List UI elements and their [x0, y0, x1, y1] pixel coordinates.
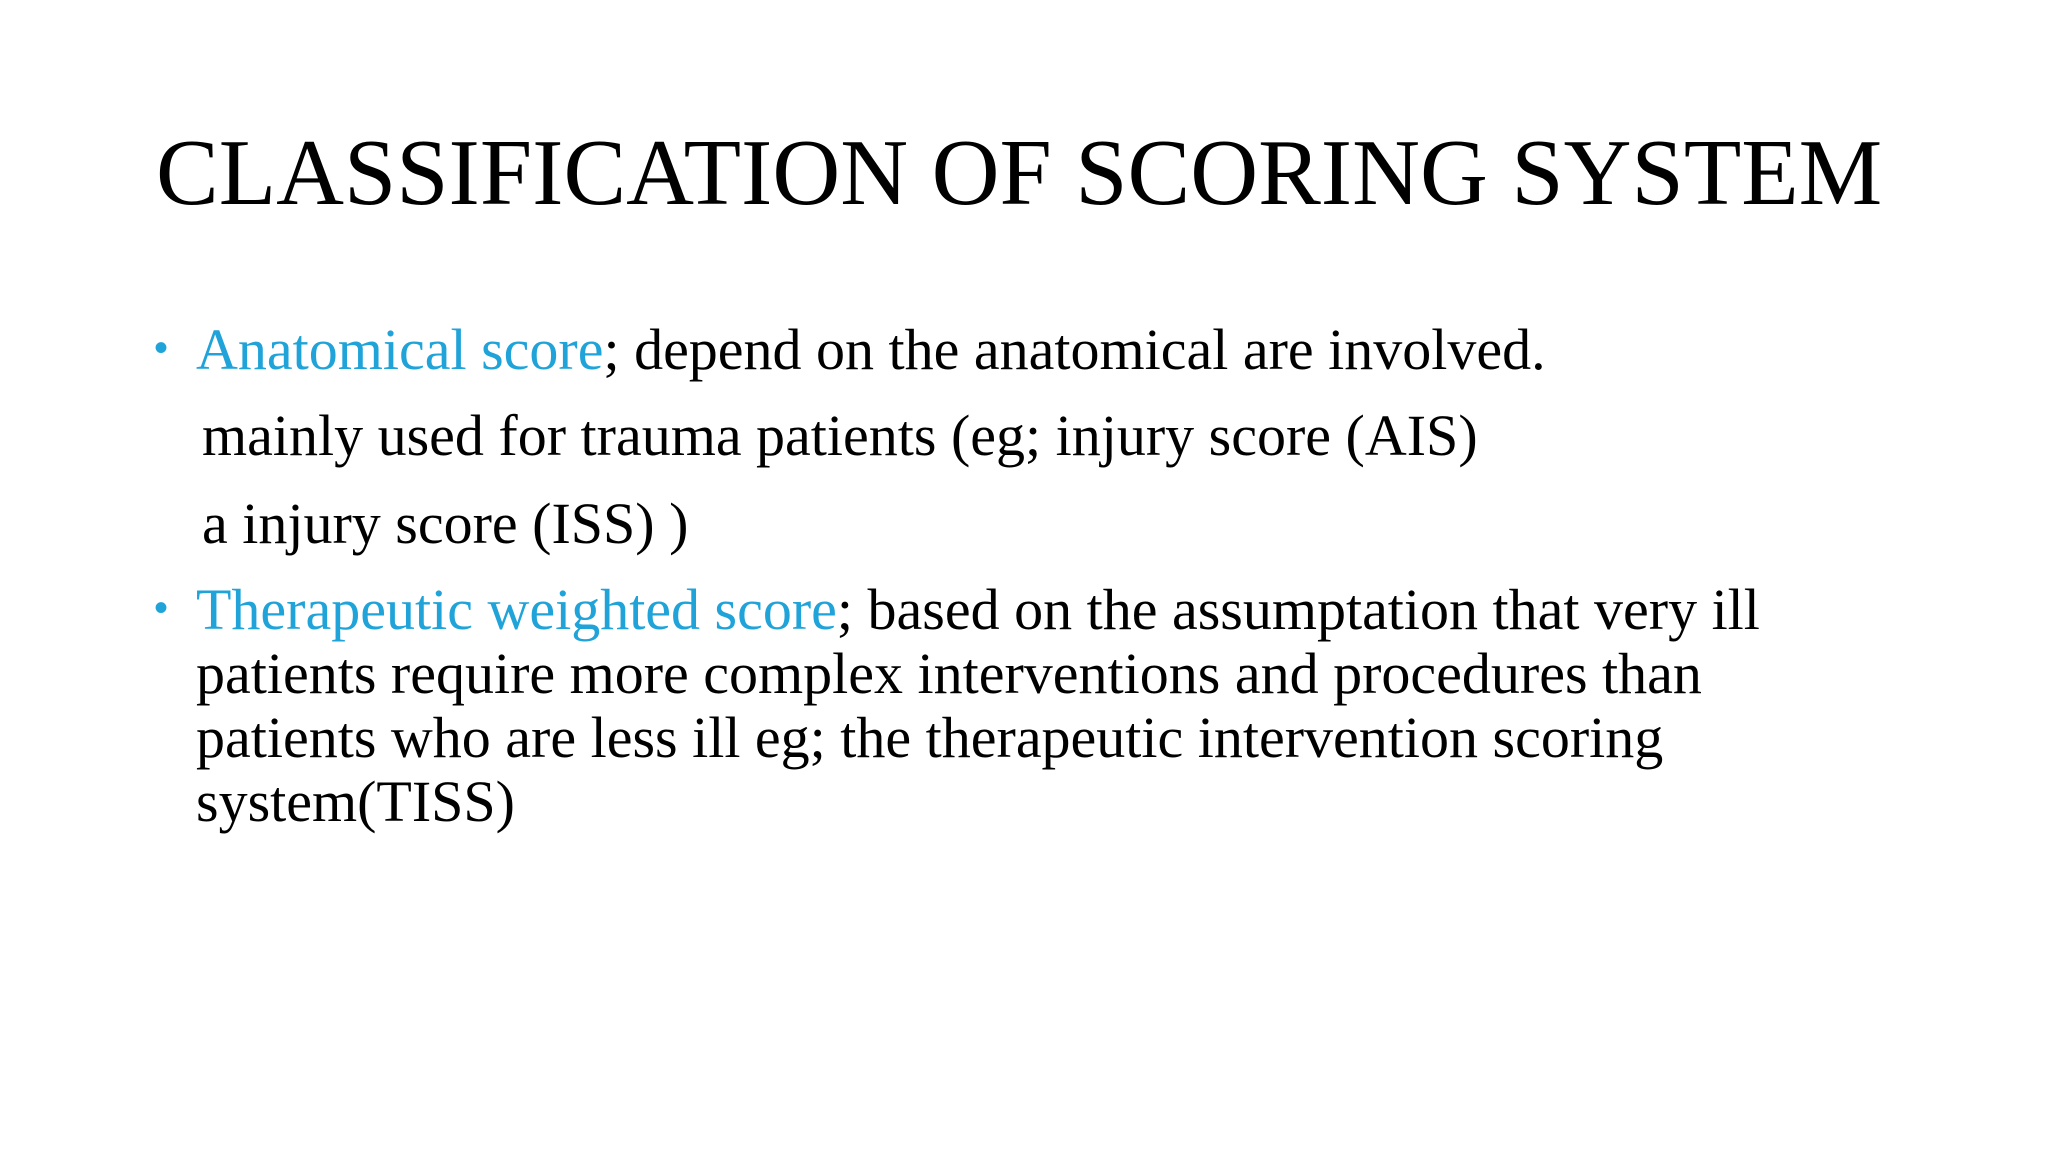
sub-line-iss: a injury score (ISS) ): [202, 491, 689, 556]
bullet-line: [196, 318, 1976, 382]
slide-title: CLASSIFICATION OF SCORING SYSTEM: [156, 121, 1883, 225]
bullet-text: ; depend on the anatomical are involved.: [603, 317, 1546, 382]
bullet-line: system(TISS): [196, 769, 515, 834]
bullet-highlight: Anatomical score: [196, 317, 604, 382]
sub-line-trauma-patients: mainly used for trauma patients (eg; injury score (AIS): [202, 403, 1478, 468]
bullet-line: patients require more complex interventions and procedures than: [196, 641, 1702, 706]
bullet-anatomical-score: [154, 317, 1976, 382]
bullet-text: ; based on the assumptation that very ill: [836, 577, 1760, 642]
bullet-line: patients who are less ill eg; the therapeutic intervention scoring: [196, 705, 1664, 770]
bullet-highlight: Therapeutic weighted score: [196, 577, 837, 642]
bullet-marker: •: [154, 586, 169, 630]
bullet-marker: •: [154, 326, 169, 370]
bullet-line: [196, 578, 1976, 642]
bullet-therapeutic-weighted-score: [154, 577, 1976, 834]
